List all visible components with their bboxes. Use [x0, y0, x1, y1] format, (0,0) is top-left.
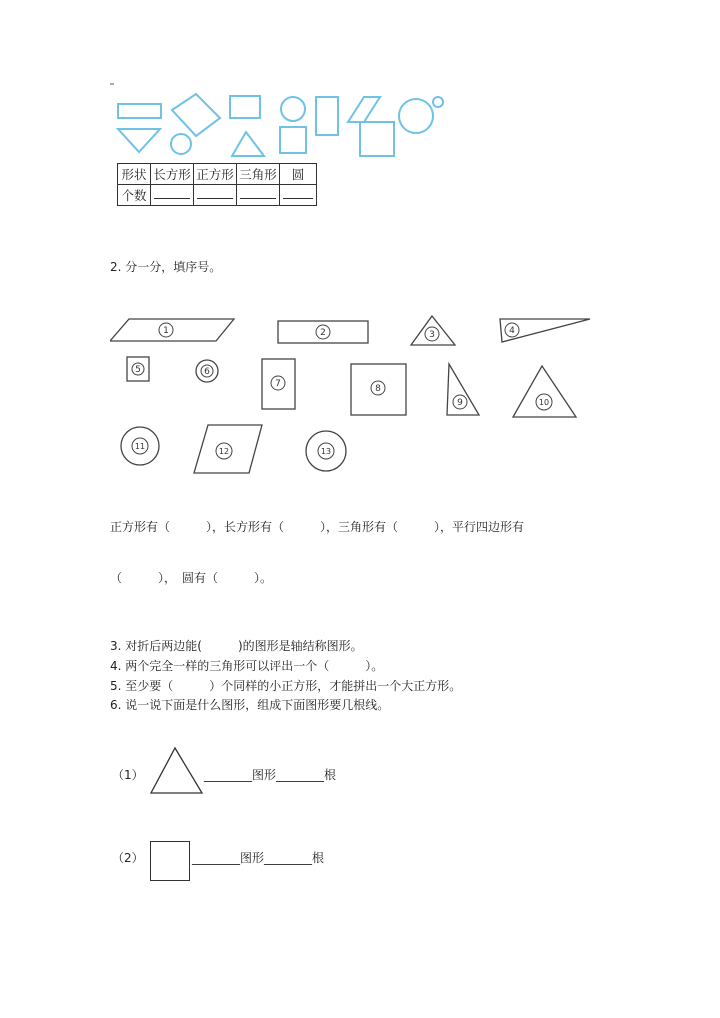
q1-square-2 — [280, 127, 306, 153]
q1-circle-2 — [281, 97, 305, 121]
q6-item-1-answer[interactable] — [204, 767, 336, 783]
table-header-label: 形状 — [118, 164, 151, 185]
table-col-rectangle: 长方形 — [151, 164, 194, 185]
shape-label: 9 — [457, 398, 463, 408]
shape-label: 8 — [375, 384, 381, 394]
q2-answer-line-1[interactable]: 正方形有（ ），长方形有（ ），三角形有（ ），平行四边形有 — [110, 520, 525, 534]
word-count: 根 — [324, 768, 337, 782]
shape-label: 7 — [275, 379, 281, 389]
shape-label: 6 — [204, 367, 210, 377]
q1-triangle-2 — [232, 132, 264, 156]
q5-text[interactable]: 5. 至少要（ ）个同样的小正方形，才能拼出一个大正方形。 — [110, 679, 462, 693]
q1-square-rotated — [172, 94, 220, 136]
table-row — [118, 185, 317, 206]
shape-label: 5 — [135, 365, 141, 375]
shape-9-triangle — [447, 364, 479, 415]
table-row-label: 个数 — [118, 185, 151, 206]
q1-circle-4 — [433, 97, 443, 107]
q2-shapes-figure — [110, 305, 600, 485]
answer-blank[interactable] — [237, 185, 280, 206]
shape-label: 4 — [509, 326, 515, 336]
q4-text[interactable]: 4. 两个完全一样的三角形可以评出一个（ ）。 — [110, 659, 384, 673]
q1-circle-3 — [399, 99, 433, 133]
q1-rect-1 — [118, 104, 161, 118]
answer-blank[interactable] — [194, 185, 237, 206]
triangle-figure — [149, 746, 205, 796]
square-figure — [150, 841, 190, 881]
answer-blank[interactable]: ________ — [204, 768, 252, 782]
answer-blank[interactable] — [280, 185, 317, 206]
table-col-triangle: 三角形 — [237, 164, 280, 185]
table-col-square: 正方形 — [194, 164, 237, 185]
shape-label: 12 — [218, 447, 230, 456]
answer-blank[interactable]: ________ — [264, 851, 313, 865]
q1-count-table — [117, 163, 317, 206]
q6-item-1-label: （1） — [112, 768, 144, 782]
q1-rect-2 — [316, 97, 338, 135]
q3-text[interactable]: 3. 对折后两边能( )的图形是轴结称图形。 — [110, 639, 363, 653]
q6-item-2-label: （2） — [112, 851, 144, 865]
word-count: 根 — [312, 851, 325, 865]
q2-title: 2. 分一分，填序号。 — [110, 260, 222, 274]
shape-label: 2 — [320, 328, 326, 338]
q6-text: 6. 说一说下面是什么图形，组成下面图形要几根线。 — [110, 698, 390, 712]
q2-answer-line-2[interactable]: （ ）， 圆有（ ）。 — [110, 571, 273, 585]
word-shape: 图形 — [240, 851, 265, 865]
answer-blank[interactable]: ________ — [192, 851, 240, 865]
shape-1-parallelogram — [110, 319, 234, 341]
q1-triangle-1 — [118, 129, 160, 152]
q1-shapes-figure — [108, 82, 453, 160]
q1-square-1 — [230, 96, 260, 118]
q1-parallelogram — [348, 97, 380, 122]
shape-label: 1 — [163, 326, 169, 336]
q1-circle-1 — [171, 134, 191, 154]
table-col-circle: 圆 — [280, 164, 317, 185]
shape-label: 3 — [429, 330, 435, 340]
q1-square-3 — [360, 122, 394, 156]
shape-label: 10 — [538, 398, 550, 407]
answer-blank[interactable]: ________ — [276, 768, 325, 782]
answer-blank[interactable] — [151, 185, 194, 206]
table-row — [118, 164, 317, 185]
q6-item-2-answer[interactable] — [192, 850, 324, 866]
shape-label: 11 — [134, 442, 146, 451]
shape-label: 13 — [320, 447, 332, 456]
shape-10-triangle — [513, 366, 576, 417]
word-shape: 图形 — [252, 768, 277, 782]
